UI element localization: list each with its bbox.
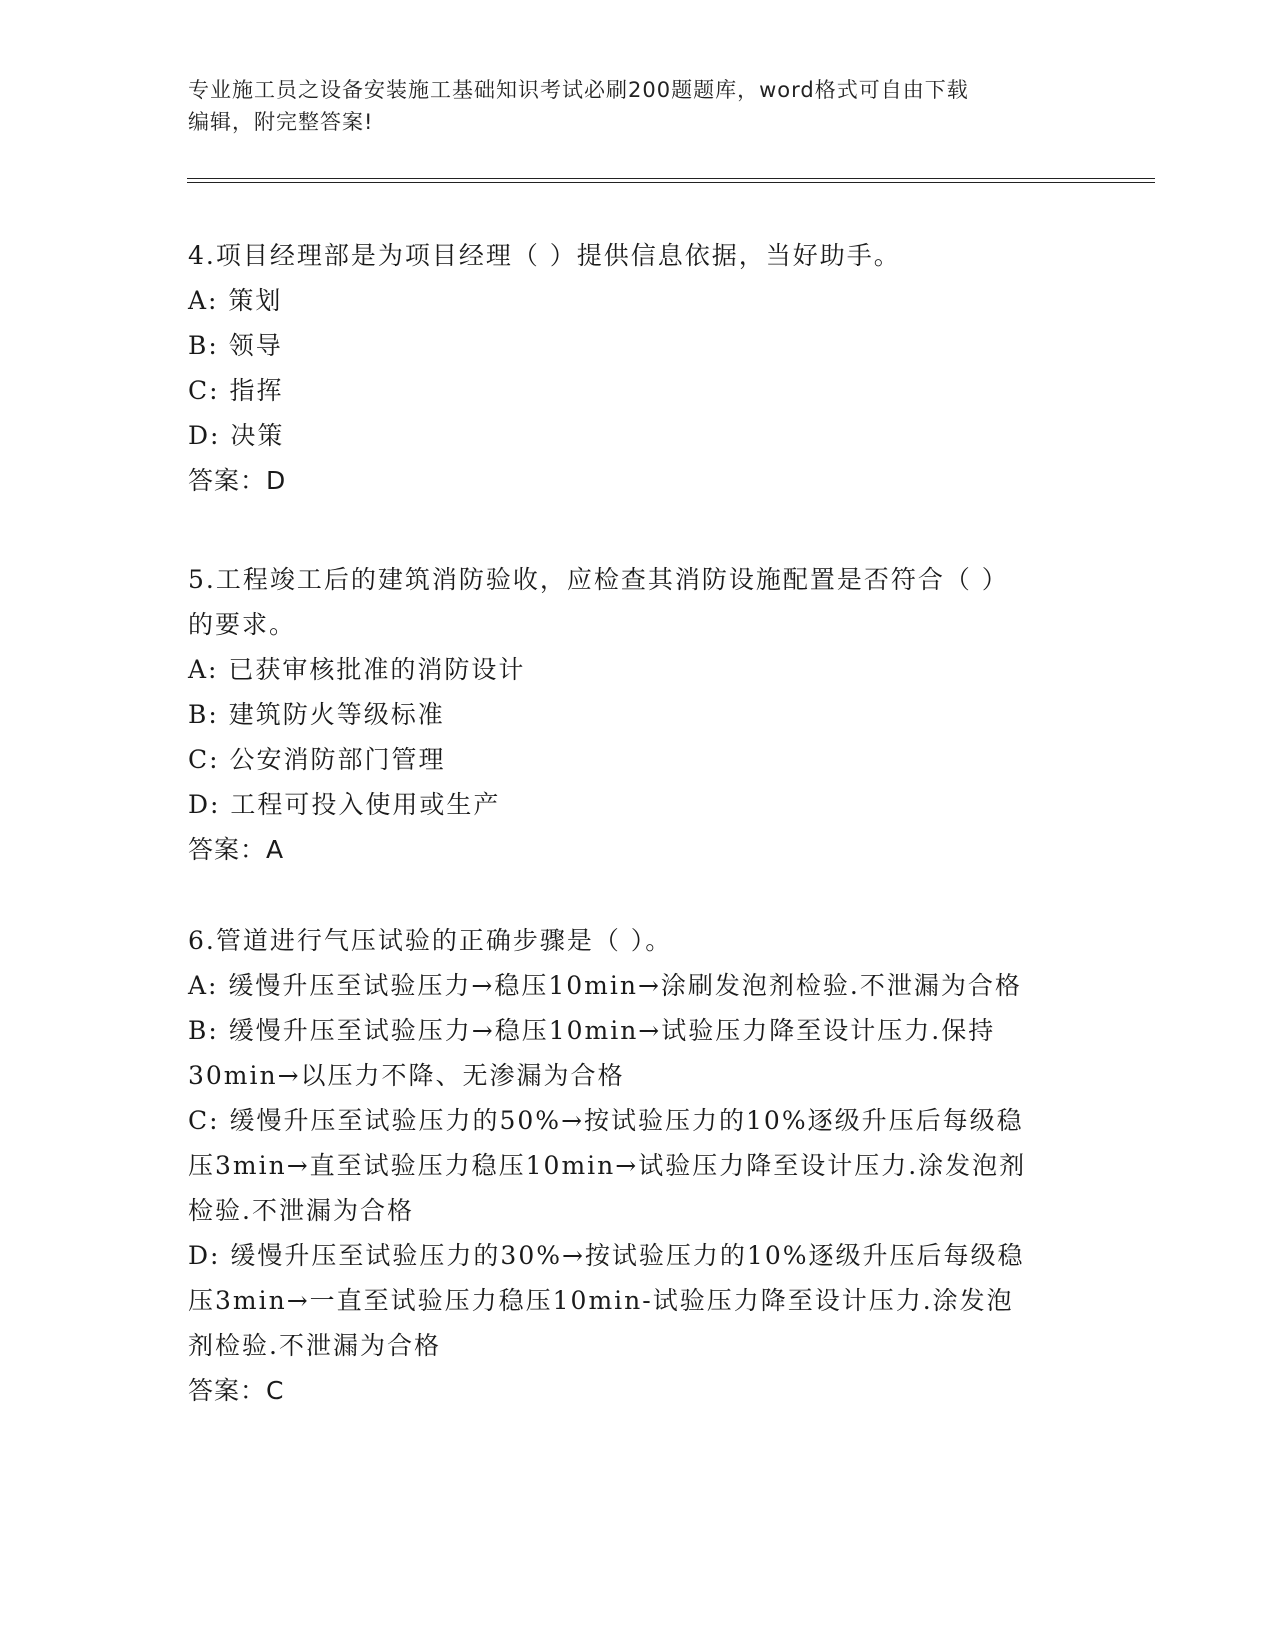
option-d: D: 缓慢升压至试验压力的30%→按试验压力的10%逐级升压后每级稳 [188,1241,1025,1270]
option-b: B: 领导 [188,331,283,360]
option-a: A: 缓慢升压至试验压力→稳压10min→涂刷发泡剂检验.不泄漏为合格 [188,971,1022,1000]
answer-line: 答案：A [188,835,285,864]
option-b: B: 缓慢升压至试验压力→稳压10min→试验压力降至设计压力.保持 [188,1016,996,1045]
option-b-cont: 30min→以压力不降、无渗漏为合格 [188,1061,625,1090]
option-d: D: 决策 [188,421,285,450]
option-c: C: 缓慢升压至试验压力的50%→按试验压力的10%逐级升压后每级稳 [188,1106,1024,1135]
header-line-2: 编辑，附完整答案! [188,110,374,134]
option-c: C: 指挥 [188,376,284,405]
question-6 [188,918,1088,1413]
document-header [188,74,1068,138]
option-d-cont: 压3min→一直至试验压力稳压10min-试验压力降至设计压力.涂发泡 [188,1286,1014,1315]
option-a: A: 已获审核批准的消防设计 [188,655,526,684]
option-c: C: 公安消防部门管理 [188,745,446,774]
question-text: 6.管道进行气压试验的正确步骤是（ ）。 [188,926,673,955]
option-c-cont: 压3min→直至试验压力稳压10min→试验压力降至设计压力.涂发泡剂 [188,1151,1027,1180]
option-b: B: 建筑防火等级标准 [188,700,445,729]
option-d: D: 工程可投入使用或生产 [188,790,501,819]
question-text: 5.工程竣工后的建筑消防验收，应检查其消防设施配置是否符合（ ） [188,565,1009,594]
header-line-1: 专业施工员之设备安装施工基础知识考试必刷200题题库，word格式可自由下载 [188,78,969,102]
answer-line: 答案：C [188,1376,285,1405]
question-text-cont: 的要求。 [188,610,297,639]
option-c-cont: 检验.不泄漏为合格 [188,1196,414,1225]
option-a: A: 策划 [188,286,283,315]
header-divider-bottom [187,182,1155,183]
question-text: 4.项目经理部是为项目经理（ ）提供信息依据，当好助手。 [188,241,901,270]
question-5 [188,557,1088,872]
header-divider-top [187,178,1155,179]
question-4 [188,233,1088,503]
option-d-cont: 剂检验.不泄漏为合格 [188,1331,441,1360]
answer-line: 答案：D [188,466,287,495]
